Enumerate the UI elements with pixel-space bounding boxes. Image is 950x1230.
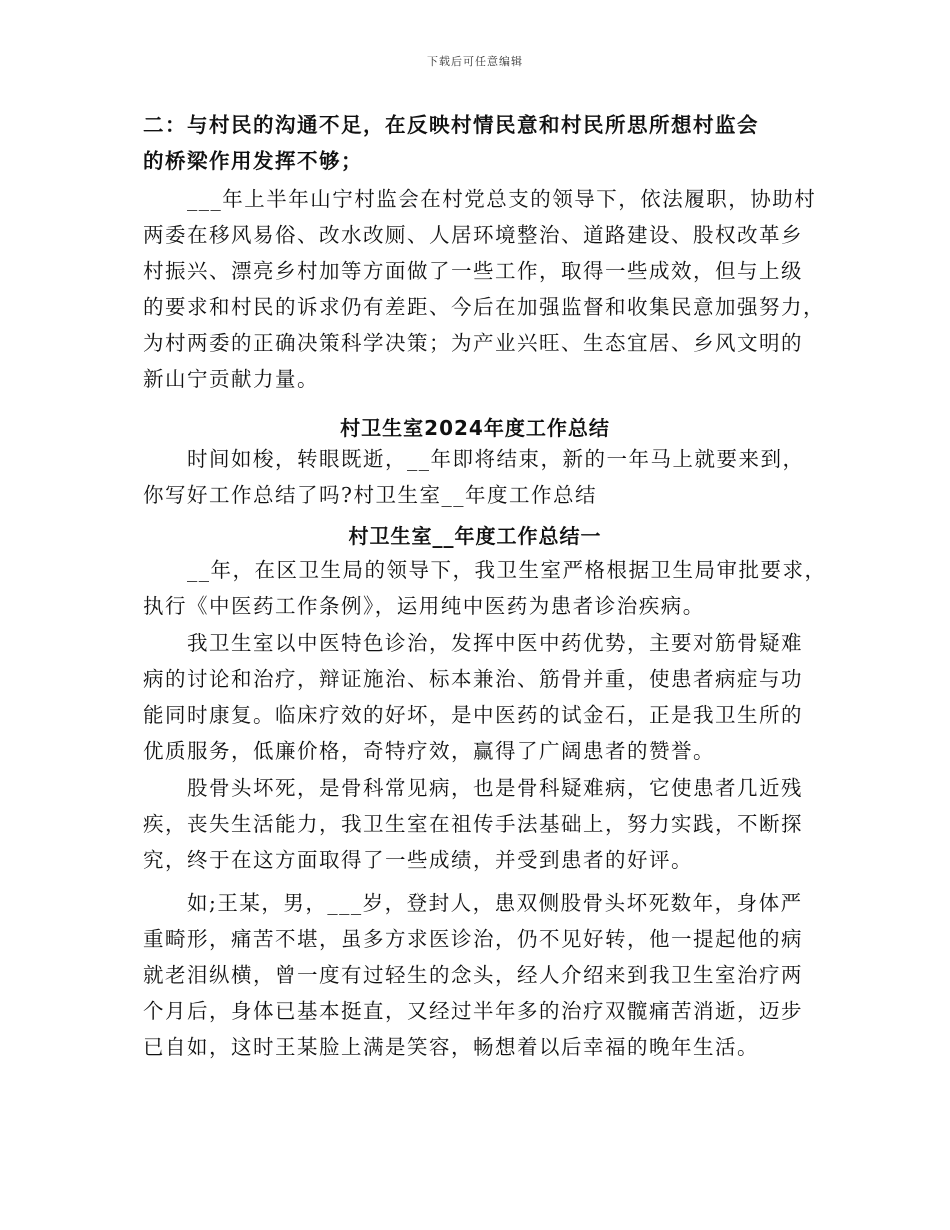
paragraph-line: 究，终于在这方面取得了一些成绩，并受到患者的好评。 [143,848,693,872]
paragraph-line: 优质服务，低廉价格，奇特疗效，赢得了广阔患者的赞誉。 [143,739,715,763]
heading-line: 二：与村民的沟通不足，在反映村情民意和村民所思所想村监会 [143,113,759,137]
paragraph-line: 病的讨论和治疗，辩证施治、标本兼治、筋骨并重，使患者病症与功 [143,667,803,691]
paragraph-line: 执行《中医药工作条例》，运用纯中医药为患者诊治疾病。 [143,594,705,618]
page-header: 下载后可任意编辑 [427,55,523,68]
paragraph-line: 村振兴、漂亮乡村加等方面做了一些工作，取得一些成效，但与上级 [143,259,803,283]
paragraph-line: 个月后，身体已基本挺直，又经过半年多的治疗双髋痛苦消逝，迈步 [143,999,803,1023]
paragraph-line: 我卫生室以中医特色诊治，发挥中医中药优势，主要对筋骨疑难 [187,631,803,655]
heading-line: 的桥梁作用发挥不够； [143,149,363,173]
paragraph-line: 你写好工作总结了吗?村卫生室__年度工作总结 [143,483,597,507]
paragraph-line: 的要求和村民的诉求仍有差距、今后在加强监督和收集民意加强努力， [143,295,825,319]
paragraph-line: 如;王某，男，___岁，登封人，患双侧股骨头坏死数年，身体严 [187,891,803,915]
paragraph-line: 疾，丧失生活能力，我卫生室在祖传手法基础上，努力实践，不断探 [143,812,803,836]
paragraph-line: 就老泪纵横，曾一度有过轻生的念头，经人介绍来到我卫生室治疗两 [143,963,803,987]
paragraph-line: 时间如梭，转眼既逝，__年即将结束，新的一年马上就要来到， [187,447,805,471]
paragraph-line: 股骨头坏死，是骨科常见病，也是骨科疑难病，它使患者几近残 [187,776,803,800]
paragraph-line: 两委在移风易俗、改水改厕、人居环境整治、道路建设、股权改革乡 [143,223,803,247]
paragraph-line: 重畸形，痛苦不堪，虽多方求医诊治，仍不见好转，他一提起他的病 [143,927,803,951]
paragraph-line: 新山宁贡献力量。 [143,367,319,391]
document-title: 村卫生室2024年度工作总结 [340,416,610,440]
paragraph-line: ___年上半年山宁村监会在村党总支的领导下，依法履职，协助村 [187,187,817,211]
paragraph-line: 为村两委的正确决策科学决策；为产业兴旺、生态宜居、乡风文明的 [143,331,803,355]
paragraph-line: 能同时康复。临床疗效的好坏，是中医药的试金石，正是我卫生所的 [143,703,803,727]
section-subtitle: 村卫生室__年度工作总结一 [348,524,602,548]
paragraph-line: __年，在区卫生局的领导下，我卫生室严格根据卫生局审批要求， [187,558,827,582]
paragraph-line: 已自如，这时王某脸上满是笑容，畅想着以后幸福的晚年生活。 [143,1035,759,1059]
